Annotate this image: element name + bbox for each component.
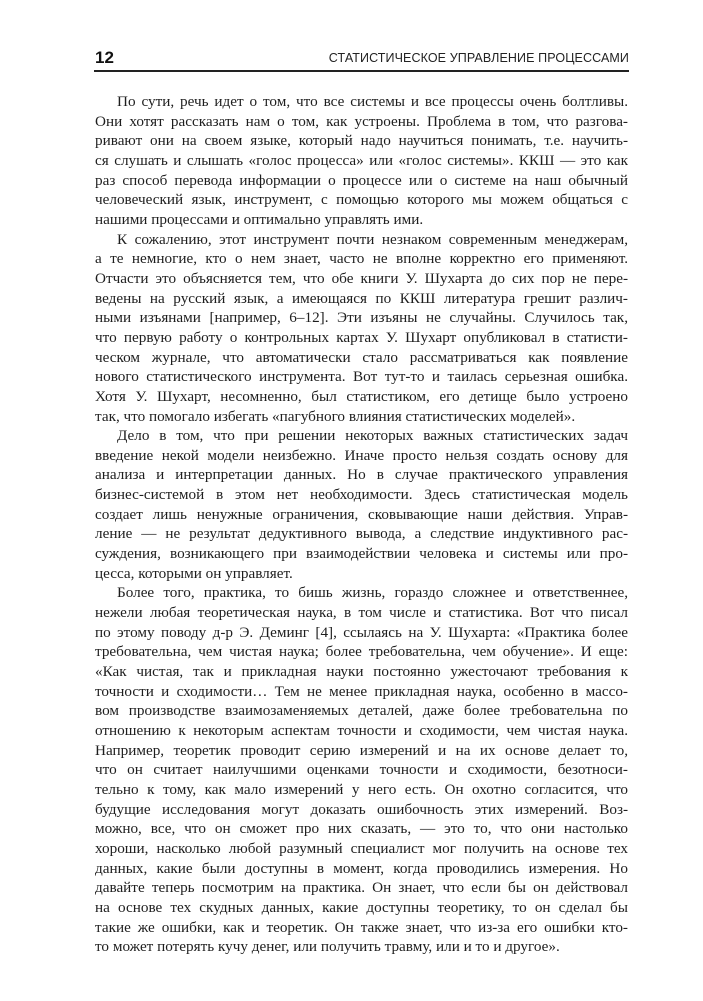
text-line: Они хотят рассказать нам о том, как устроены. Проблема в том, что разгова- [95,112,628,130]
text-line: ными изъянами [например, 6–12]. Эти изъяны не случайны. Случилось так, [95,309,628,327]
text-line: тельно к тому, как мало измерений у него есть. Он охотно согласится, что [95,780,628,798]
page-number: 12 [95,48,114,67]
text-line: суждения, возникающего при взаимодействии человека и системы или про- [95,545,628,563]
text-line: нашими процессами и оптимально управлять ими. [95,210,424,228]
text-line: вом производстве взаимозаменяемых деталей, даже более требовательна по [95,702,628,720]
text-line: человеческий язык, инструмент, с помощью которого мы можем общаться с [95,191,628,209]
text-line: Дело в том, что при решении некоторых важных статистических задач [117,427,628,445]
text-line: точности и сходимости… Тем не менее прикладная наука, особенно в массо- [95,682,628,700]
text-line: нового статистического инструмента. Вот тут-то и таилась серьезная ошибка. [95,368,628,386]
text-line: хороши, насколько любой разумный специалист мог получить на основе тех [95,839,628,857]
running-title: СТАТИСТИЧЕСКОЕ УПРАВЛЕНИЕ ПРОЦЕССАМИ [328,51,629,65]
text-line: введение некой модели неизбежно. Иначе просто нельзя создать основу для [95,446,628,464]
paragraph [95,92,628,230]
text-line: ческом журнале, что автоматически стало рассматриваться как появление [95,348,628,366]
text-line: бизнес-системой в этом нет необходимости. Здесь статистическая модель [95,486,628,504]
body-text [95,92,628,957]
text-line: Отчасти это объясняется тем, что обе книги У. Шухарта до сих пор не пере- [95,269,628,287]
text-line: ся слушать и слышать «голос процесса» или «голос системы». ККШ — это как [95,151,628,169]
text-line: «Как чистая, так и прикладная науки постоянно ужесточают требования к [95,663,628,681]
text-line: ривают они на своем языке, который надо научиться понимать, т.е. научить- [95,132,628,150]
text-line: такие же ошибки, как и теоретик. Он также знает, что из-за его ошибки кто- [95,918,628,936]
text-line: Более того, практика, то бишь жизнь, гораздо сложнее и ответственнее, [117,584,628,602]
text-line: давайте теперь посмотрим на практика. Он знает, что если бы он действовал [95,879,628,897]
text-line: на основе тех скудных данных, какие доступны теоретику, то он сделал бы [95,898,628,916]
paragraph [95,583,628,956]
text-line: то может потерять кучу денег, или получить травму, или и то и другое». [95,938,560,956]
text-line: раз способ перевода информации о процессе или о системе на наш обычный [95,171,628,189]
text-line: Хотя У. Шухарт, несомненно, был статистиком, его детище было устроено [95,387,628,405]
text-line: По сути, речь идет о том, что все системы и все процессы очень болтливы. [117,93,628,110]
text-line: данных, какие были доступны в момент, когда проводились измерения. Но [95,859,628,877]
text-line: а те немногие, кто о нем знает, часто не вполне корректно его применяют. [95,250,628,268]
text-line: ведены на русский язык, а имеющаяся по ККШ литература грешит различ- [95,289,628,307]
text-line: ление — не результат дедуктивного вывода, а следствие индуктивного рас- [95,525,628,543]
text-line: К сожалению, этот инструмент почти незнаком современным менеджерам, [117,230,628,248]
text-line: создает лишь ненужные ограничения, сковывающие наши действия. Управ- [95,505,628,523]
text-line: требовательна, чем чистая наука; более требовательна, чем обучение». И еще: [95,643,628,661]
text-line: будущие исследования могут доказать ошибочность этих измерений. Воз- [95,800,628,818]
text-line: цесса, которыми он управляет. [95,564,293,582]
text-line: отношению к некоторым аспектам точности и сходимости, чем чистая наука. [95,722,628,739]
paragraph [95,426,628,583]
paragraph [95,230,628,427]
text-line: что первую работу о контрольных картах У. Шухарт опубликовал в статисти- [95,328,628,346]
text-line: по этому поводу д-р Э. Деминг [4], ссылаясь на У. Шухарта: «Практика более [95,623,628,641]
text-line: что он считает наилучшими оценками точности и сходимости, безотноси- [95,761,628,779]
text-line: нежели любая теоретическая наука, в том числе и статистика. Вот что писал [95,604,628,622]
text-line: Например, теоретик проводит серию измерений и на их основе делает то, [95,741,628,759]
running-header [94,44,629,72]
text-line: анализа и интерпретации данных. Но в случае практического управления [95,466,628,484]
text-line: так, что помогало избегать «пагубного влияния статистических моделей». [95,407,576,425]
text-line: можно, все, что он сможет про них сказать, — это то, что они настолько [95,820,628,838]
